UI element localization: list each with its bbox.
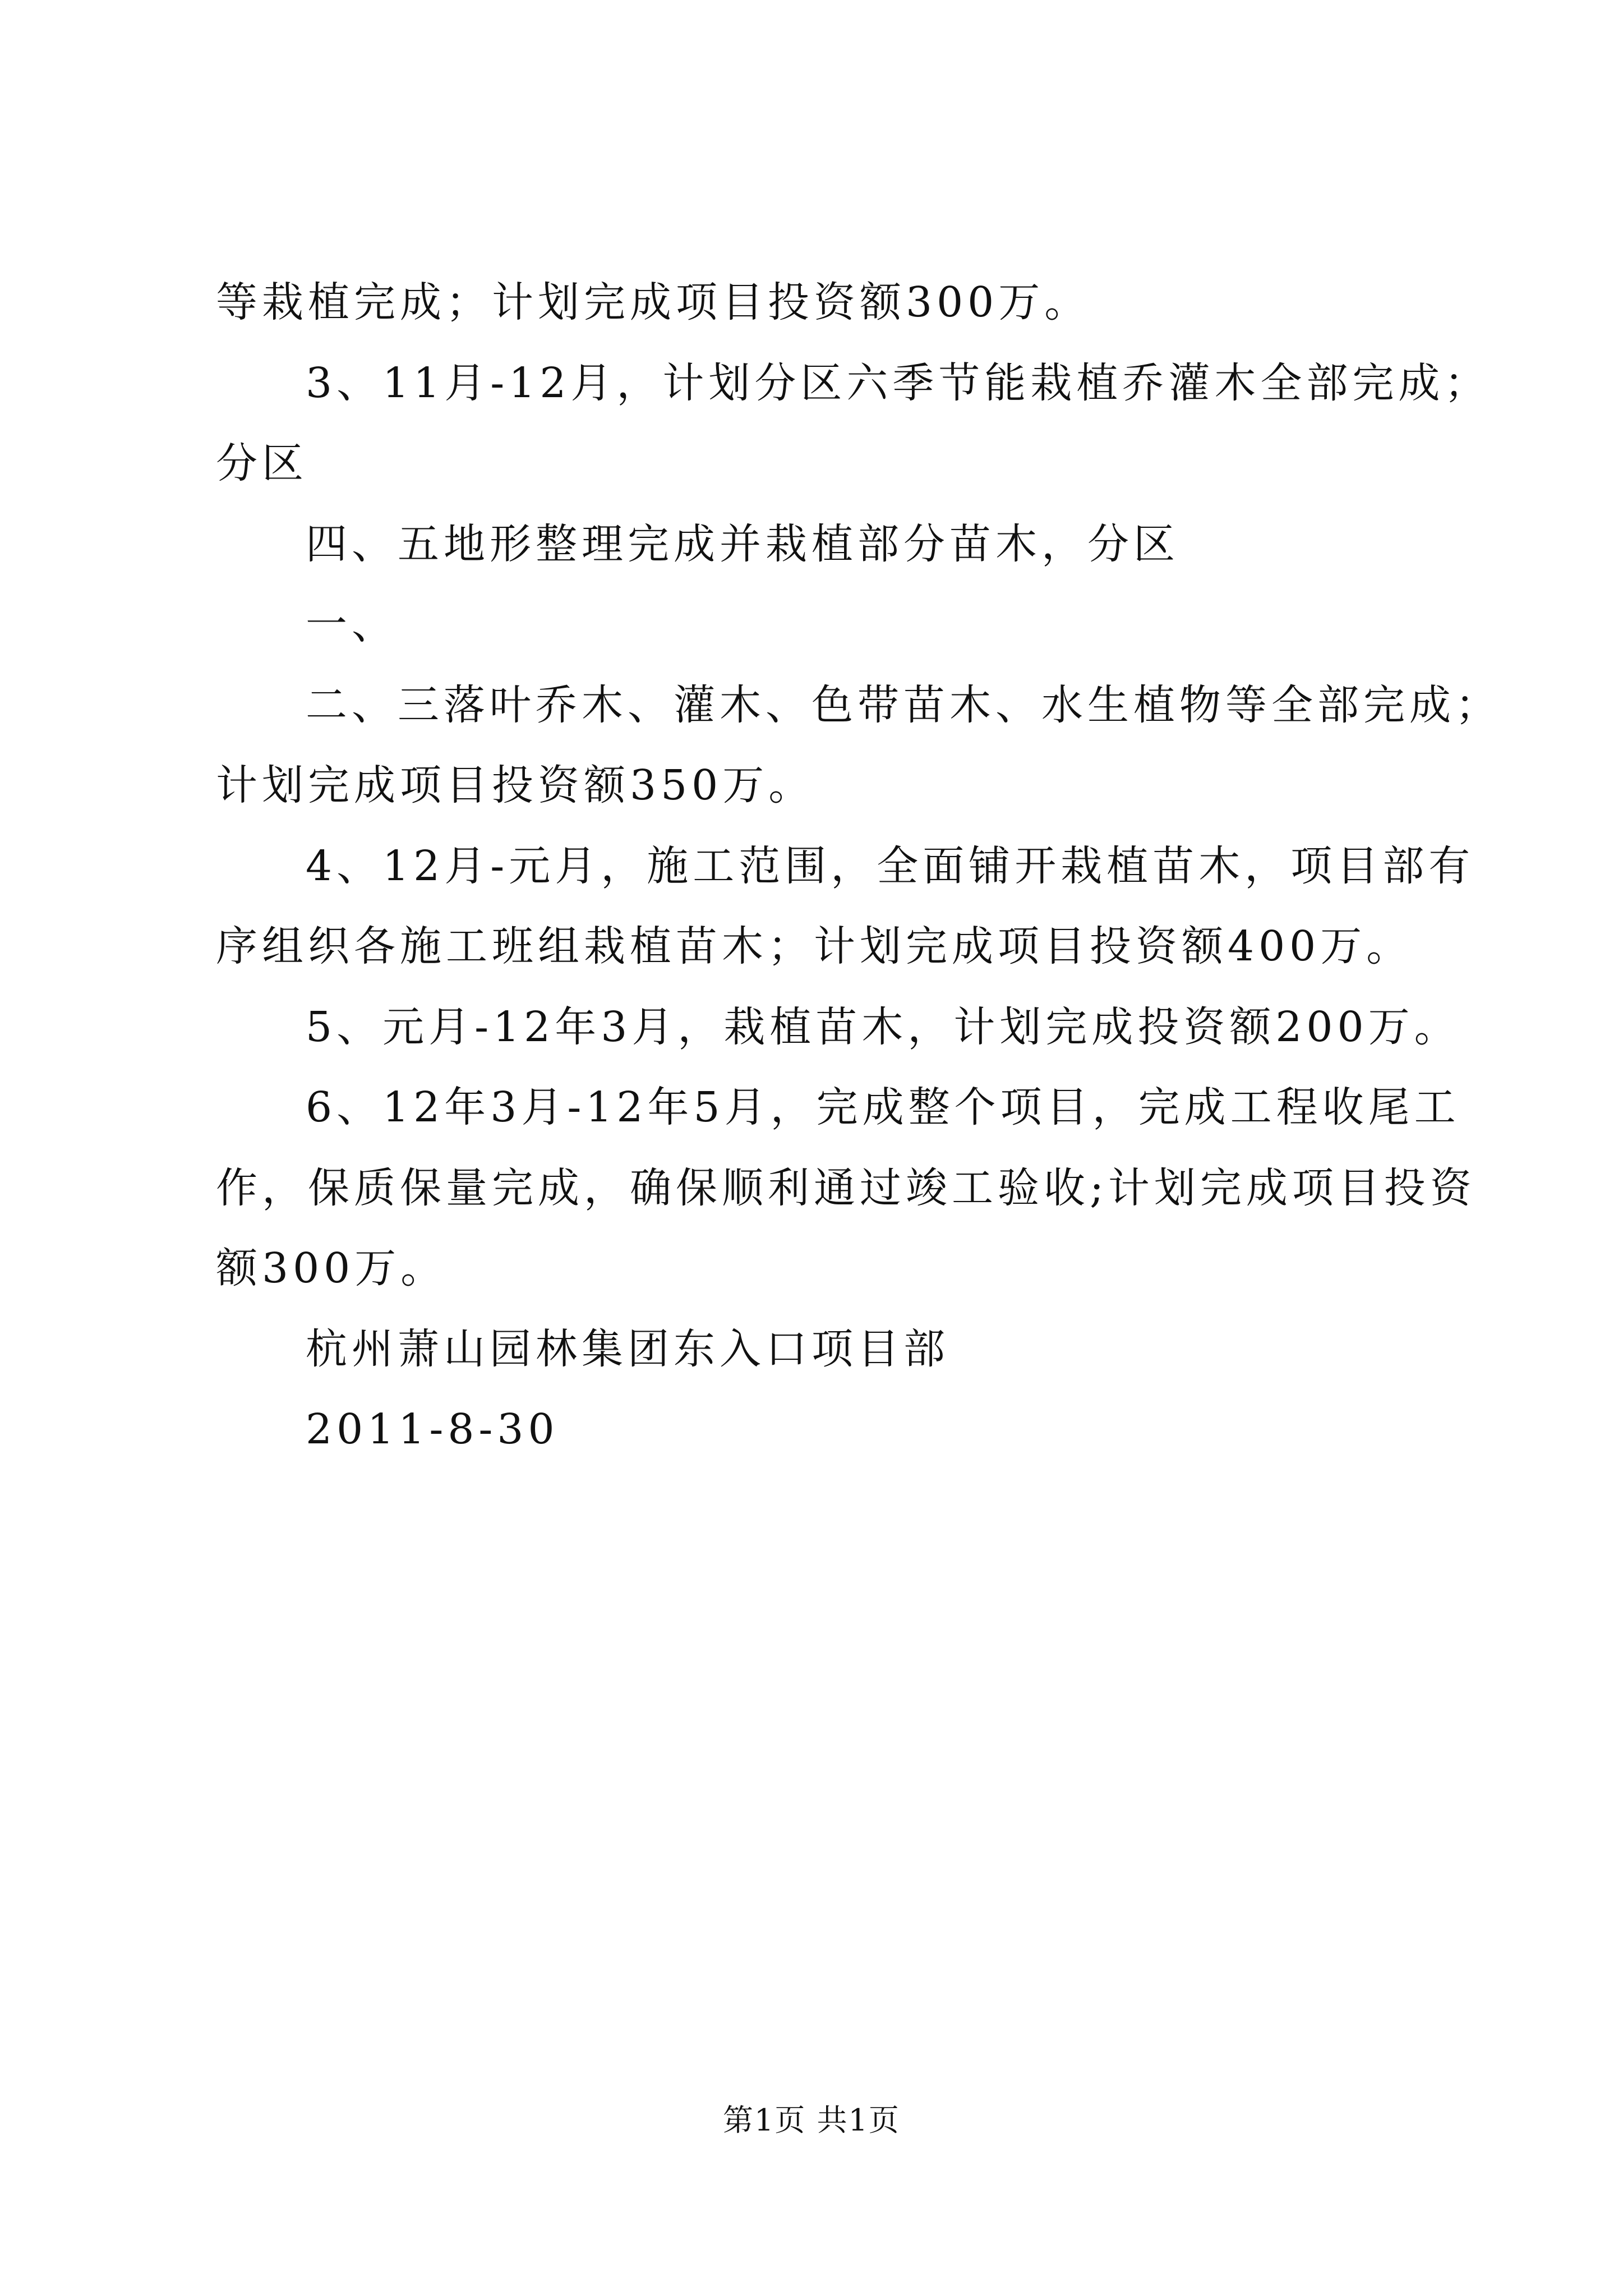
text-line: 一、 (306, 600, 398, 648)
text-line: 二、三落叶乔木、灌木、色带苗木、水生植物等全部完成； (306, 680, 1501, 729)
text-line: 序组织各施工班组栽植苗木；计划完成项目投资额400万。 (216, 922, 1413, 970)
text-line: 5、元月-12年3月，栽植苗木，计划完成投资额200万。 (306, 1002, 1460, 1051)
text-line: 6、12年3月-12年5月，完成整个项目，完成工程收尾工 (306, 1083, 1460, 1131)
document-body (216, 263, 1501, 1470)
text-line: 分区 (216, 439, 308, 487)
text-line: 四、五地形整理完成并栽植部分苗木，分区 (306, 519, 1179, 568)
text-line: 3、11月-12月，计划分区六季节能栽植乔灌木全部完成； (306, 358, 1491, 407)
text-line: 计划完成项目投资额350万。 (216, 761, 815, 809)
text-line: 等栽植完成；计划完成项目投资额300万。 (216, 278, 1091, 326)
text-line: 额300万。 (216, 1244, 447, 1292)
text-line: 4、12月-元月，施工范围，全面铺开栽植苗木，项目部有 (306, 841, 1475, 890)
signature-date: 2011-8-30 (306, 1405, 559, 1453)
text-line: 作，保质保量完成，确保顺利通过竣工验收;计划完成项目投资 (216, 1163, 1476, 1212)
page-footer: 第1页 共1页 (723, 2102, 900, 2138)
signature-organization: 杭州萧山园林集团东入口项目部 (306, 1324, 949, 1373)
